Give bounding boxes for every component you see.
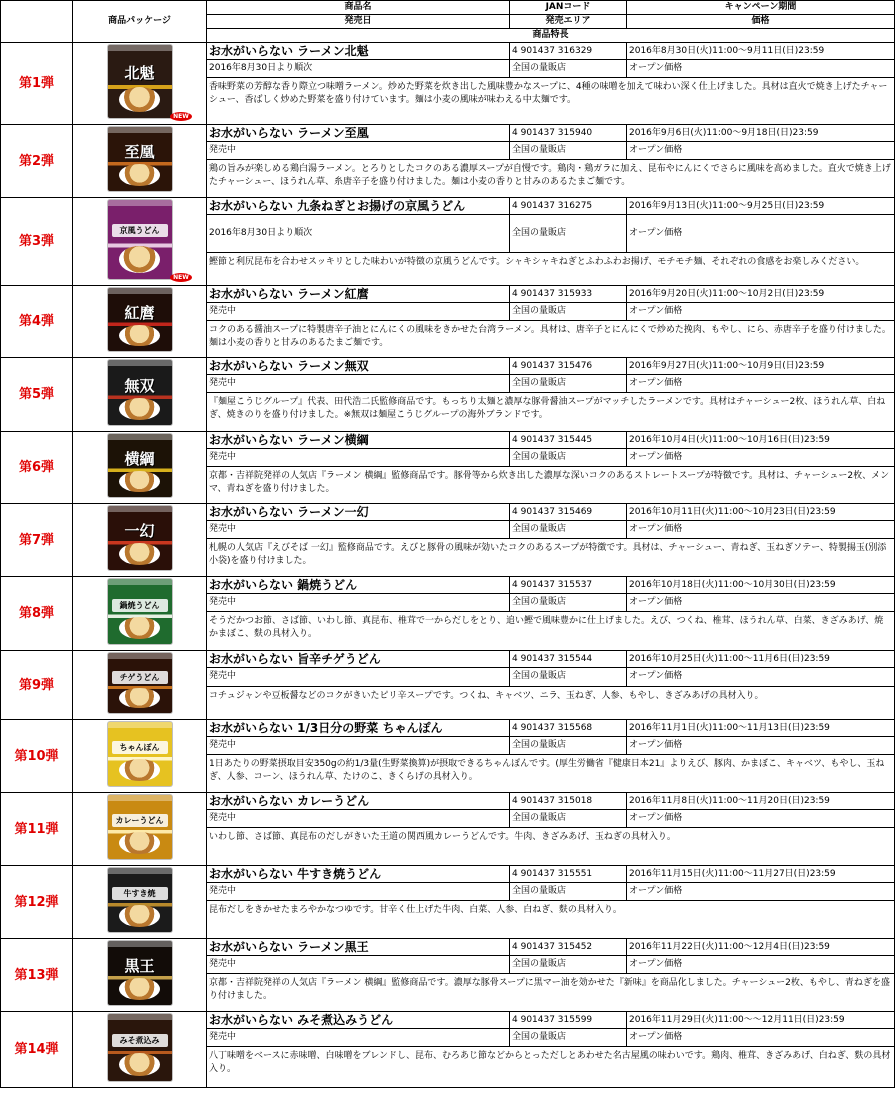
bowl-icon xyxy=(119,398,160,420)
product-description: 札幌の人気店『えびそば 一幻』監修商品です。えびと豚骨の風味が効いたコクのあるスープが特徴です。具材は、チャーシュー、青ねぎ、玉ねぎソテー、特製揚玉(別添小袋)を盛り付けました。 xyxy=(207,539,895,577)
product-area: 全国の量販店 xyxy=(510,1029,627,1047)
product-package-cell xyxy=(73,286,207,358)
product-description: 香味野菜の芳醇な香り際立つ味噌ラーメン。炒めた野菜を炊き出した風味豊かなスープに、4種の味噌を加えて味わい深く仕上げました。具材は直火で焼き上げたチャーシュー、香ばしく炒めた野菜を盛り付けています。麺は小麦の風味が味わえる中太麺です。 xyxy=(207,78,895,125)
product-name: お水がいらない 1/3日分の野菜 ちゃんぽん xyxy=(207,720,510,737)
product-campaign: 2016年9月13日(火)11:00～9月25日(日)23:59 xyxy=(627,198,895,215)
product-release: 2016年8月30日より順次 xyxy=(207,215,510,252)
header-jan: JANコード xyxy=(510,1,627,15)
product-rank: 第3弾 xyxy=(1,198,73,286)
bowl-icon xyxy=(119,246,160,273)
product-package-image xyxy=(108,434,172,497)
product-name: お水がいらない ラーメン至凰 xyxy=(207,125,510,142)
header-name: 商品名 xyxy=(207,1,510,15)
product-row xyxy=(1,793,895,810)
bowl-icon xyxy=(119,87,160,112)
product-release: 発売中 xyxy=(207,956,510,974)
product-area: 全国の量販店 xyxy=(510,375,627,393)
new-badge: NEW xyxy=(170,273,192,282)
product-campaign: 2016年11月15日(火)11:00～11月27日(日)23:59 xyxy=(627,866,895,883)
package-label: カレーうどん xyxy=(112,814,168,827)
product-name: お水がいらない 九条ねぎとお揚げの京風うどん xyxy=(207,198,510,215)
product-release: 発売中 xyxy=(207,1029,510,1047)
package-label: 一幻 xyxy=(124,522,155,541)
product-release: 発売中 xyxy=(207,303,510,321)
package-label: 至凰 xyxy=(124,143,155,162)
package-label: ちゃんぽん xyxy=(112,741,168,754)
product-name: お水がいらない ラーメン一幻 xyxy=(207,504,510,521)
package-band xyxy=(108,200,172,206)
package-band xyxy=(108,45,172,51)
product-package-image xyxy=(108,722,172,786)
product-price: オープン価格 xyxy=(627,1029,895,1047)
product-package-image xyxy=(108,868,172,932)
header-area: 発売エリア xyxy=(510,15,627,29)
product-package-cell xyxy=(73,720,207,793)
product-row xyxy=(1,198,895,215)
product-package-cell xyxy=(73,504,207,577)
product-campaign: 2016年11月8日(火)11:00～11月20日(日)23:59 xyxy=(627,793,895,810)
product-jan: 4 901437 315445 xyxy=(510,432,627,449)
product-area: 全国の量販店 xyxy=(510,594,627,612)
product-package-image xyxy=(108,579,172,644)
package-label: 北魁 xyxy=(124,63,155,82)
product-area: 全国の量販店 xyxy=(510,449,627,467)
product-row xyxy=(1,432,895,449)
product-package-image xyxy=(108,200,172,279)
product-rank: 第4弾 xyxy=(1,286,73,358)
product-jan: 4 901437 315452 xyxy=(510,939,627,956)
product-area: 全国の量販店 xyxy=(510,215,627,252)
package-band xyxy=(108,579,172,585)
bowl-icon xyxy=(119,325,160,346)
header-release: 発売日 xyxy=(207,15,510,29)
header-package: 商品パッケージ xyxy=(73,1,207,43)
product-area: 全国の量販店 xyxy=(510,668,627,686)
package-band xyxy=(108,941,172,947)
product-package-image xyxy=(108,941,172,1005)
product-name: お水がいらない ラーメン無双 xyxy=(207,358,510,375)
product-price: オープン価格 xyxy=(627,810,895,828)
product-package-image xyxy=(108,506,172,570)
product-campaign: 2016年9月27日(火)11:00～10月9日(日)23:59 xyxy=(627,358,895,375)
bowl-icon xyxy=(119,471,160,492)
product-package-cell xyxy=(73,125,207,198)
bowl-icon xyxy=(119,1053,160,1076)
product-package-cell xyxy=(73,577,207,651)
product-jan: 4 901437 315551 xyxy=(510,866,627,883)
product-area: 全国の量販店 xyxy=(510,956,627,974)
product-name: お水がいらない 牛すき焼うどん xyxy=(207,866,510,883)
product-rank: 第12弾 xyxy=(1,866,73,939)
product-release: 発売中 xyxy=(207,883,510,901)
product-row xyxy=(1,286,895,303)
product-release: 2016年8月30日より順次 xyxy=(207,60,510,78)
bowl-icon xyxy=(119,617,160,639)
package-label: 黒王 xyxy=(124,957,155,976)
product-area: 全国の量販店 xyxy=(510,60,627,78)
package-label: みそ煮込み xyxy=(112,1034,168,1047)
product-price: オープン価格 xyxy=(627,883,895,901)
product-jan: 4 901437 315476 xyxy=(510,358,627,375)
product-area: 全国の量販店 xyxy=(510,521,627,539)
product-jan: 4 901437 315933 xyxy=(510,286,627,303)
product-package-image xyxy=(108,45,172,118)
product-jan: 4 901437 316275 xyxy=(510,198,627,215)
product-area: 全国の量販店 xyxy=(510,142,627,160)
package-band xyxy=(108,1014,172,1020)
product-price: オープン価格 xyxy=(627,215,895,252)
package-band xyxy=(108,795,172,801)
product-jan: 4 901437 316329 xyxy=(510,43,627,60)
package-band xyxy=(108,506,172,512)
product-description: そうだかつお節、さば節、いわし節、真昆布、椎茸で一からだしをとり、追い鰹で風味豊かに仕上げました。えび、つくね、椎茸、ほうれん草、白菜、きざみあげ、焼かまぼこ、麩の具材入り。 xyxy=(207,612,895,651)
product-row xyxy=(1,866,895,883)
product-package-cell xyxy=(73,198,207,286)
product-campaign: 2016年10月18日(火)11:00～10月30日(日)23:59 xyxy=(627,577,895,594)
product-package-image xyxy=(108,653,172,713)
package-label: 京風うどん xyxy=(112,224,168,237)
package-band xyxy=(108,653,172,659)
package-label: チゲうどん xyxy=(112,671,168,684)
product-package-cell xyxy=(73,1012,207,1088)
product-description: コクのある醤油スープに特製唐辛子油とにんにくの風味をきかせた台湾ラーメン。具材は、唐辛子とにんにくで炒めた挽肉、もやし、にら、赤唐辛子を盛り付けました。麺は小麦の香りと甘みのあるたまご麺です。 xyxy=(207,321,895,358)
product-campaign: 2016年10月11日(火)11:00～10月23日(日)23:59 xyxy=(627,504,895,521)
product-package-image xyxy=(108,360,172,425)
product-description: いわし節、さば節、真昆布のだしがきいた王道の関西風カレーうどんです。牛肉、きざみあげ、玉ねぎの具材入り。 xyxy=(207,828,895,866)
bowl-icon xyxy=(119,832,160,854)
product-row xyxy=(1,720,895,737)
product-price: オープン価格 xyxy=(627,449,895,467)
product-rank: 第2弾 xyxy=(1,125,73,198)
product-rank: 第11弾 xyxy=(1,793,73,866)
product-rank: 第8弾 xyxy=(1,577,73,651)
product-area: 全国の量販店 xyxy=(510,810,627,828)
product-name: お水がいらない みそ煮込みうどん xyxy=(207,1012,510,1029)
package-label: 牛すき焼 xyxy=(112,887,168,900)
product-package-cell xyxy=(73,793,207,866)
product-package-image xyxy=(108,288,172,351)
new-badge: NEW xyxy=(170,112,192,121)
product-release: 発売中 xyxy=(207,810,510,828)
product-area: 全国の量販店 xyxy=(510,883,627,901)
product-price: オープン価格 xyxy=(627,60,895,78)
bowl-icon xyxy=(119,543,160,565)
product-jan: 4 901437 315568 xyxy=(510,720,627,737)
product-name: お水がいらない ラーメン紅麿 xyxy=(207,286,510,303)
product-price: オープン価格 xyxy=(627,521,895,539)
product-row xyxy=(1,577,895,594)
product-campaign: 2016年9月20日(火)11:00～10月2日(日)23:59 xyxy=(627,286,895,303)
bowl-icon xyxy=(119,759,160,781)
product-area: 全国の量販店 xyxy=(510,737,627,755)
product-jan: 4 901437 315018 xyxy=(510,793,627,810)
product-price: オープン価格 xyxy=(627,737,895,755)
package-band xyxy=(108,722,172,728)
product-package-cell xyxy=(73,939,207,1012)
product-price: オープン価格 xyxy=(627,303,895,321)
product-jan: 4 901437 315469 xyxy=(510,504,627,521)
package-band xyxy=(108,434,172,440)
package-band xyxy=(108,360,172,366)
product-package-cell xyxy=(73,358,207,432)
product-rank: 第10弾 xyxy=(1,720,73,793)
product-description: 1日あたりの野菜摂取目安350gの約1/3量(生野菜換算)が摂取できるちゃんぽんです。(厚生労働省『健康日本21』よりえび、豚肉、かまぼこ、キャベツ、もやし、玉ねぎ、人参、コーン、ほうれん草、たけのこ、きくらげの具材入り。 xyxy=(207,755,895,793)
product-release: 発売中 xyxy=(207,521,510,539)
product-price: オープン価格 xyxy=(627,956,895,974)
product-description: 鶏の旨みが楽しめる鶏白湯ラーメン。とろりとしたコクのある濃厚スープが自慢です。鶏肉・鶏ガラに加え、昆布やにんにくでさらに風味を高めました。直火で焼き上げたチャーシュー、ほうれん草、糸唐辛子を盛り付けました。麺は小麦の香りと甘みのあるたまご麺です。 xyxy=(207,160,895,198)
product-rank: 第9弾 xyxy=(1,651,73,720)
product-package-cell xyxy=(73,43,207,125)
package-label: 紅麿 xyxy=(124,303,155,322)
product-package-cell xyxy=(73,866,207,939)
product-release: 発売中 xyxy=(207,594,510,612)
product-campaign: 2016年9月6日(火)11:00～9月18日(日)23:59 xyxy=(627,125,895,142)
product-jan: 4 901437 315537 xyxy=(510,577,627,594)
product-area: 全国の量販店 xyxy=(510,303,627,321)
product-rank: 第5弾 xyxy=(1,358,73,432)
product-campaign: 2016年11月22日(火)11:00～12月4日(日)23:59 xyxy=(627,939,895,956)
package-label: 横綱 xyxy=(124,449,155,468)
header-corner xyxy=(1,1,73,43)
product-name: お水がいらない ラーメン北魁 xyxy=(207,43,510,60)
product-description: 八丁味噌をベースに赤味噌、白味噌をブレンドし、昆布、むろあじ節などからとっただしとあわせた名古屋風の味わいです。鶏肉、椎茸、きざみあげ、白ねぎ、麩の具材入り。 xyxy=(207,1047,895,1088)
product-description: 京都・吉祥院発祥の人気店『ラーメン 横綱』監修商品です。濃厚な豚骨スープに黒マー油を効かせた『新味』を商品化しました。チャーシュー2枚、もやし、青ねぎを盛り付けました。 xyxy=(207,974,895,1012)
header-campaign: キャンペーン期間 xyxy=(627,1,895,15)
product-row xyxy=(1,358,895,375)
product-package-image xyxy=(108,795,172,859)
product-jan: 4 901437 315544 xyxy=(510,651,627,668)
product-price: オープン価格 xyxy=(627,142,895,160)
product-row xyxy=(1,1012,895,1029)
product-name: お水がいらない カレーうどん xyxy=(207,793,510,810)
product-campaign: 2016年11月29日(火)11:00～～12月11日(日)23:59 xyxy=(627,1012,895,1029)
product-rank: 第6弾 xyxy=(1,432,73,504)
product-rank: 第7弾 xyxy=(1,504,73,577)
package-label: 無双 xyxy=(124,376,155,395)
product-release: 発売中 xyxy=(207,737,510,755)
product-description: 京都・吉祥院発祥の人気店『ラーメン 横綱』監修商品です。豚骨等から炊き出した濃厚な深いコクのあるストレートスープが特徴です。具材は、チャーシュー2枚、メンマ、青ねぎを盛り付けました。 xyxy=(207,467,895,504)
product-release: 発売中 xyxy=(207,668,510,686)
product-jan: 4 901437 315940 xyxy=(510,125,627,142)
product-rank: 第13弾 xyxy=(1,939,73,1012)
product-campaign: 2016年11月1日(火)11:00～11月13日(日)23:59 xyxy=(627,720,895,737)
product-release: 発売中 xyxy=(207,449,510,467)
product-name: お水がいらない ラーメン黒王 xyxy=(207,939,510,956)
product-row xyxy=(1,651,895,668)
product-price: オープン価格 xyxy=(627,668,895,686)
product-description: 『麺屋こうじグループ』代表、田代浩二氏監修商品です。もっちり太麺と濃厚な豚骨醤油スープがマッチしたラーメンです。具材はチャーシュー2枚、ほうれん草、白ねぎ、焼きのりを盛り付けました。※無双は麺屋こうじグループの海外ブランドです。 xyxy=(207,393,895,432)
package-band xyxy=(108,288,172,294)
product-description: 昆布だしをきかせたまろやかなつゆです。甘辛く仕上げた牛肉、白菜、人参、白ねぎ、麩の具材入り。 xyxy=(207,901,895,939)
product-package-image xyxy=(108,127,172,191)
product-rank: 第14弾 xyxy=(1,1012,73,1088)
product-name: お水がいらない 旨辛チゲうどん xyxy=(207,651,510,668)
product-campaign: 2016年10月25日(火)11:00～11月6日(日)23:59 xyxy=(627,651,895,668)
product-package-cell xyxy=(73,651,207,720)
product-row xyxy=(1,504,895,521)
product-name: お水がいらない 鍋焼うどん xyxy=(207,577,510,594)
product-package-cell xyxy=(73,432,207,504)
product-release: 発売中 xyxy=(207,142,510,160)
product-price: オープン価格 xyxy=(627,594,895,612)
product-rank: 第1弾 xyxy=(1,43,73,125)
package-band xyxy=(108,127,172,133)
product-release: 発売中 xyxy=(207,375,510,393)
package-band xyxy=(108,868,172,874)
product-jan: 4 901437 315599 xyxy=(510,1012,627,1029)
header-price: 価格 xyxy=(627,15,895,29)
product-name: お水がいらない ラーメン横綱 xyxy=(207,432,510,449)
product-package-image xyxy=(108,1014,172,1081)
product-campaign: 2016年10月4日(火)11:00～10月16日(日)23:59 xyxy=(627,432,895,449)
bowl-icon xyxy=(119,688,160,708)
product-row xyxy=(1,125,895,142)
bowl-icon xyxy=(119,905,160,927)
product-campaign: 2016年8月30日(火)11:00～9月11日(日)23:59 xyxy=(627,43,895,60)
product-row xyxy=(1,43,895,60)
product-description: 鰹節と利尻昆布を合わせスッキリとした味わいが特徴の京風うどんです。シャキシャキねぎとふわふわお揚げ、モチモチ麺、それぞれの食感をお楽しみください。 xyxy=(207,252,895,285)
header-features: 商品特長 xyxy=(207,29,895,43)
bowl-icon xyxy=(119,164,160,186)
product-row xyxy=(1,939,895,956)
bowl-icon xyxy=(119,978,160,1000)
product-price: オープン価格 xyxy=(627,375,895,393)
product-description: コチュジャンや豆板醤などのコクがきいたピリ辛スープです。つくね、キャベツ、ニラ、玉ねぎ、人参、もやし、きざみあげの具材入り。 xyxy=(207,686,895,720)
package-label: 鍋焼うどん xyxy=(112,599,168,612)
